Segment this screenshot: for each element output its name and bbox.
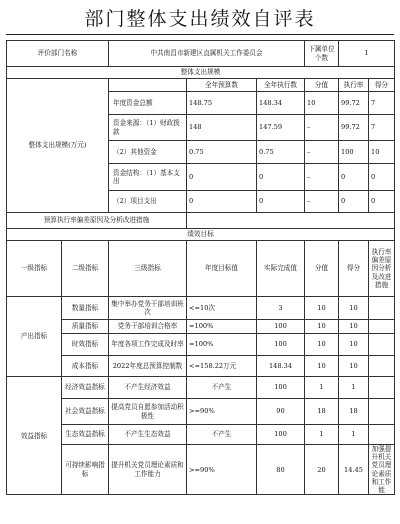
exp-row-actual: 0 xyxy=(257,164,305,191)
perf-score-max: 10 xyxy=(305,320,339,334)
perf-note xyxy=(369,320,395,334)
dept-name-label: 评价部门名称 xyxy=(7,41,109,67)
sub-unit-count: 1 xyxy=(339,41,395,67)
perf-actual: 80 xyxy=(257,445,305,495)
perf-level3: 不产生生态效益 xyxy=(109,425,187,445)
exp-row-budget: 0 xyxy=(187,191,257,213)
exp-col-rate: 执行率 xyxy=(339,79,369,92)
exp-col-score-max: 分值 xyxy=(305,79,339,92)
exp-row-score-max: 10 xyxy=(305,92,339,115)
perf-target: =100% xyxy=(187,334,257,356)
evaluation-table xyxy=(6,40,395,495)
perf-level2: 质量指标 xyxy=(62,320,109,334)
exp-row-score: 7 xyxy=(369,92,395,115)
exp-row-score-max: – xyxy=(305,141,339,164)
perf-score: 14.45 xyxy=(339,445,369,495)
perf-row xyxy=(7,356,395,377)
perf-score: 1 xyxy=(339,425,369,445)
perf-target: =100% xyxy=(187,320,257,334)
perf-level2: 时效指标 xyxy=(62,334,109,356)
perf-score: 1 xyxy=(339,377,369,399)
perf-row xyxy=(7,399,395,425)
perf-col-actual: 实际完成值 xyxy=(257,241,305,297)
perf-row xyxy=(7,377,395,399)
exp-row-score: 0 xyxy=(369,164,395,191)
perf-row xyxy=(7,320,395,334)
perf-actual: 100 xyxy=(257,425,305,445)
perf-level2: 生态效益指标 xyxy=(62,425,109,445)
perf-level1-benefit: 效益指标 xyxy=(7,377,62,495)
perf-score-max: 20 xyxy=(305,445,339,495)
perf-target: 不产生 xyxy=(187,425,257,445)
performance-section-title: 绩效目标 xyxy=(7,229,395,241)
perf-row xyxy=(7,297,395,320)
expenditure-section-title: 整体支出规模 xyxy=(7,67,395,79)
perf-level3: 年度各项工作完成及时率 xyxy=(109,334,187,356)
sub-unit-label: 下属单位个数 xyxy=(305,41,339,67)
perf-score-max: 18 xyxy=(305,399,339,425)
perf-row xyxy=(7,425,395,445)
expenditure-row-label: 整体支出规模(万元) xyxy=(7,79,109,213)
perf-col-level3: 三级指标 xyxy=(109,241,187,297)
title-rule xyxy=(6,34,394,35)
exp-header-blank xyxy=(109,79,187,92)
perf-score: 10 xyxy=(339,297,369,320)
perf-actual: 90 xyxy=(257,399,305,425)
perf-score-max: 10 xyxy=(305,356,339,377)
exp-row-actual: 0.75 xyxy=(257,141,305,164)
exp-row-score: 7 xyxy=(369,115,395,141)
perf-note xyxy=(369,356,395,377)
exp-row-budget: 148 xyxy=(187,115,257,141)
perf-note xyxy=(369,425,395,445)
perf-score: 18 xyxy=(339,399,369,425)
exp-row-label: 年度资金总额 xyxy=(109,92,187,115)
page-title: 部门整体支出绩效自评表 xyxy=(84,8,316,30)
perf-target: <=158.22万元 xyxy=(187,356,257,377)
perf-note: 加强提升机关党员理论素质和工作能 xyxy=(369,445,395,495)
exp-row-budget: 0.75 xyxy=(187,141,257,164)
perf-col-score-max: 分值 xyxy=(305,241,339,297)
deviation-label: 预算执行率偏差原因及分析改进措施 xyxy=(7,213,187,229)
deviation-text xyxy=(187,213,395,229)
perf-actual: 100 xyxy=(257,334,305,356)
perf-level2: 成本指标 xyxy=(62,356,109,377)
perf-score-max: 1 xyxy=(305,377,339,399)
exp-row-rate: 0 xyxy=(339,164,369,191)
exp-row-rate: 100 xyxy=(339,141,369,164)
exp-row-actual: 0 xyxy=(257,191,305,213)
perf-note xyxy=(369,377,395,399)
perf-note xyxy=(369,334,395,356)
perf-score: 10 xyxy=(339,356,369,377)
exp-row-label: （2）其他资金 xyxy=(109,141,187,164)
perf-level2: 可持续影响指标 xyxy=(62,445,109,495)
exp-row-rate: 99.72 xyxy=(339,115,369,141)
exp-row-rate: 99.72 xyxy=(339,92,369,115)
perf-score-max: 10 xyxy=(305,297,339,320)
perf-level3: 提升机关党员理论素质和工作能力 xyxy=(109,445,187,495)
perf-level1-output: 产出指标 xyxy=(7,297,62,377)
exp-row-score: 10 xyxy=(369,141,395,164)
perf-level3: 不产生经济效益 xyxy=(109,377,187,399)
perf-level3: 2022年度总预算控制数 xyxy=(109,356,187,377)
perf-level2: 经济效益指标 xyxy=(62,377,109,399)
exp-row-score: 0 xyxy=(369,191,395,213)
exp-row-budget: 0 xyxy=(187,164,257,191)
perf-actual: 100 xyxy=(257,377,305,399)
perf-level2: 数量指标 xyxy=(62,297,109,320)
perf-col-score: 得分 xyxy=(339,241,369,297)
dept-name-value: 中共南昌市新建区直属机关工作委员会 xyxy=(109,41,305,67)
perf-target: >=90% xyxy=(187,445,257,495)
perf-score: 10 xyxy=(339,334,369,356)
perf-target: 不产生 xyxy=(187,377,257,399)
perf-level3: 集中举办党务干部培训班次 xyxy=(109,297,187,320)
exp-row-actual: 147.59 xyxy=(257,115,305,141)
perf-score-max: 10 xyxy=(305,334,339,356)
perf-target: <=10次 xyxy=(187,297,257,320)
perf-col-level2: 二级指标 xyxy=(62,241,109,297)
exp-row-label: （2）项目支出 xyxy=(109,191,187,213)
exp-col-score: 得分 xyxy=(369,79,395,92)
perf-note xyxy=(369,297,395,320)
exp-col-actual: 全年执行数 xyxy=(257,79,305,92)
perf-actual: 100 xyxy=(257,320,305,334)
exp-row-score-max: – xyxy=(305,164,339,191)
perf-col-target: 年度目标值 xyxy=(187,241,257,297)
exp-row-label: 资金来源：（1）财政拨款 xyxy=(109,115,187,141)
perf-row xyxy=(7,445,395,495)
perf-note xyxy=(369,399,395,425)
exp-row-score-max: – xyxy=(305,115,339,141)
perf-row xyxy=(7,334,395,356)
perf-col-level1: 一级指标 xyxy=(7,241,62,297)
perf-col-note: 执行率偏差原因分析及改进措施 xyxy=(369,241,395,297)
perf-score-max: 1 xyxy=(305,425,339,445)
perf-score: 10 xyxy=(339,320,369,334)
perf-level2: 社会效益指标 xyxy=(62,399,109,425)
exp-row-budget: 148.75 xyxy=(187,92,257,115)
perf-actual: 3 xyxy=(257,297,305,320)
exp-row-rate: 0 xyxy=(339,191,369,213)
exp-row-actual: 148.34 xyxy=(257,92,305,115)
perf-target: >=90% xyxy=(187,399,257,425)
exp-col-budget: 全年预算数 xyxy=(187,79,257,92)
perf-actual: 148.34 xyxy=(257,356,305,377)
exp-row-label: 资金结构：（1）基本支出 xyxy=(109,164,187,191)
perf-level3: 党务干部培训合格率 xyxy=(109,320,187,334)
perf-level3: 提高党员自愿参加活动积极性 xyxy=(109,399,187,425)
exp-row-score-max: – xyxy=(305,191,339,213)
